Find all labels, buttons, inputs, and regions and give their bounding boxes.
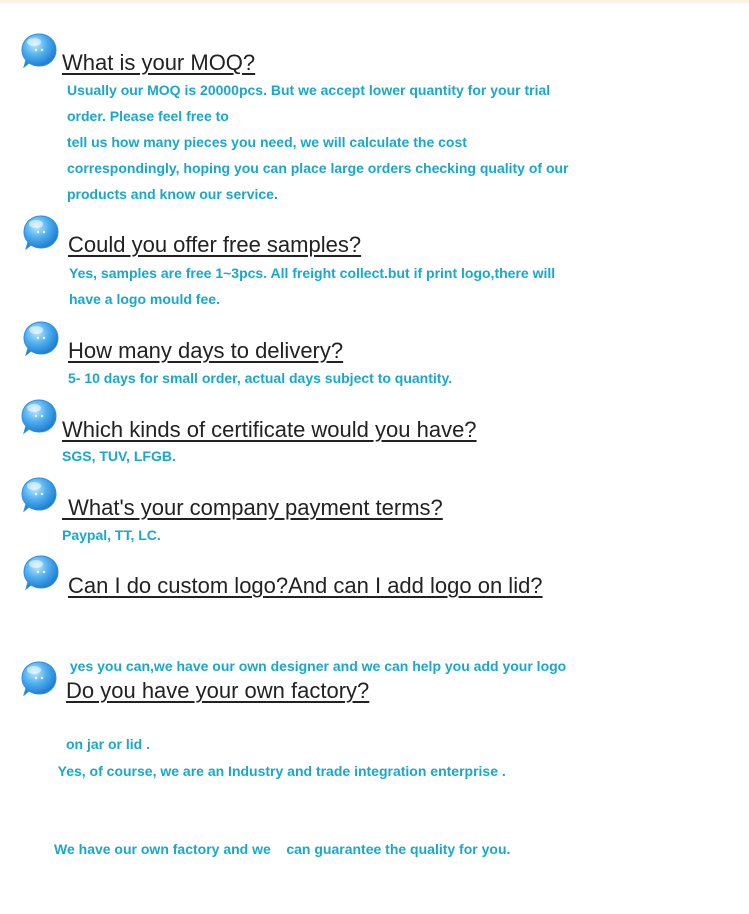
- faq-question: Could you offer free samples?: [68, 232, 362, 257]
- answer-line: Yes, of course, we are an Industry and trade integration enterprise .: [54, 763, 506, 779]
- faq-question: What's your company payment terms?: [62, 495, 443, 520]
- faq-answer: [54, 706, 510, 914]
- speech-bubble-icon: [20, 552, 62, 594]
- answer-line: SGS, TUV, LFGB.: [62, 448, 176, 464]
- top-border-strip: [0, 0, 749, 3]
- answer-line: Paypal, TT, LC.: [62, 527, 161, 543]
- speech-bubble-icon: [18, 474, 60, 516]
- speech-bubble-icon: [20, 318, 62, 360]
- faq-answer: [62, 443, 176, 469]
- answer-line: products and know our service.: [67, 186, 278, 202]
- faq-question: What is your MOQ?: [62, 50, 256, 75]
- faq-question: How many days to delivery?: [68, 338, 344, 363]
- speech-bubble-icon: [18, 396, 60, 438]
- faq-answer: [69, 260, 555, 312]
- answer-line: tell us how many pieces you need, we will calculate the cost: [67, 134, 467, 150]
- speech-bubble-icon: [18, 658, 60, 700]
- answer-line: Yes, samples are free 1~3pcs. All freight collect.but if print logo,there will: [69, 265, 556, 281]
- answer-line: correspondingly, hoping you can place large orders checking quality of our: [67, 160, 569, 176]
- faq-answer: [68, 365, 452, 391]
- faq-question: Can I do custom logo?And can I add logo on lid?: [68, 573, 543, 598]
- answer-line: yes you can,we have our own designer and we can help you add your logo: [66, 658, 567, 674]
- answer-line: order. Please feel free to: [67, 108, 229, 124]
- answer-line: We have our own factory and we can guarantee the quality for you.: [54, 841, 511, 857]
- faq-question: Do you have your own factory?: [66, 678, 370, 703]
- faq-answer: [62, 522, 161, 548]
- faq-question: Which kinds of certificate would you have?: [62, 417, 477, 442]
- answer-line: on jar or lid .: [66, 736, 151, 752]
- speech-bubble-icon: [20, 212, 62, 254]
- answer-line: have a logo mould fee.: [69, 291, 220, 307]
- faq-answer: [67, 77, 569, 207]
- speech-bubble-icon: [18, 30, 60, 72]
- answer-line: Usually our MOQ is 20000pcs. But we accept lower quantity for your trial: [67, 82, 551, 98]
- answer-line: 5- 10 days for small order, actual days subject to quantity.: [68, 370, 453, 386]
